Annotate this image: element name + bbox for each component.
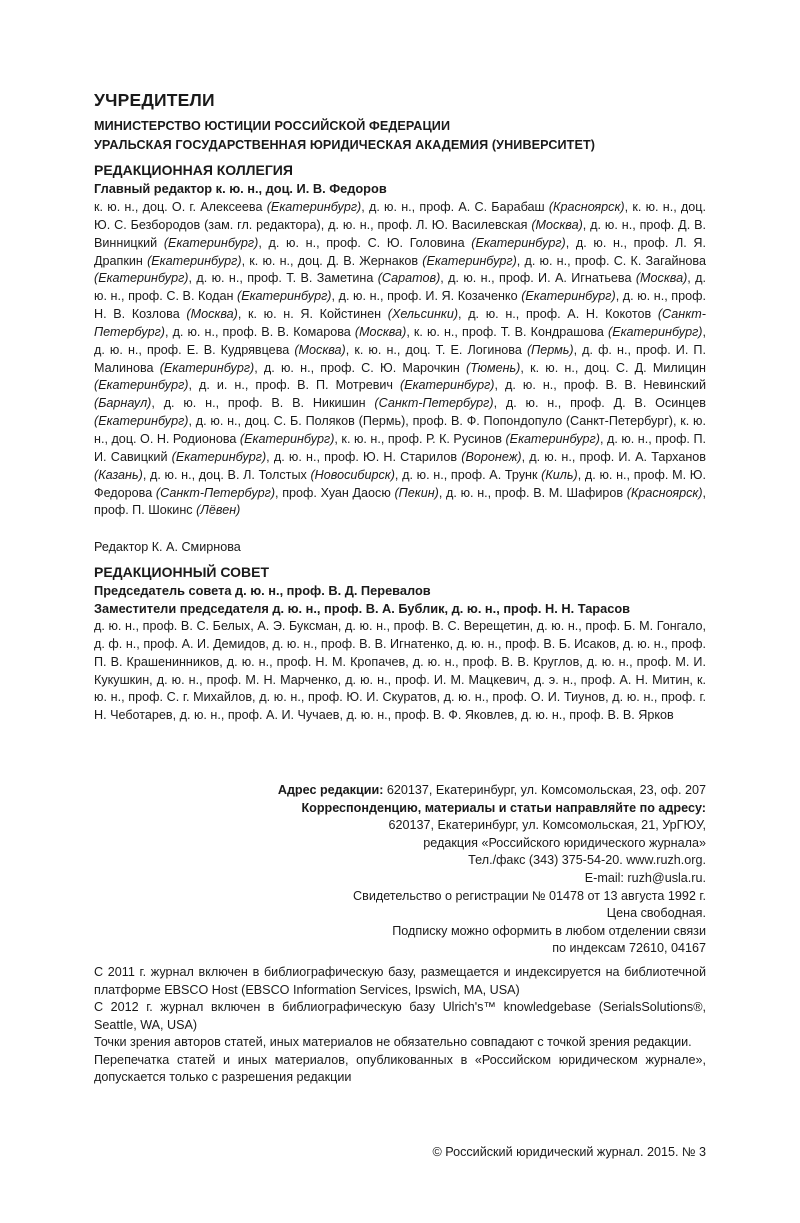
member-name: , д. ю. н., проф. Ю. Н. Старилов (266, 449, 462, 464)
member-name: , д. ю. н., проф. Н. В. Козлова (94, 289, 706, 322)
address-label: Адрес редакции: (277, 783, 384, 797)
member-city: (Москва) (294, 342, 346, 357)
member-name: , к. ю. н., проф. Т. В. Кондрашова (406, 324, 608, 339)
member-name: , д. ю. н., проф. И. Я. Козаченко (331, 289, 522, 304)
editor-line: Редактор К. А. Смирнова (94, 540, 241, 554)
member-name: , проф. Хуан Даосю (275, 485, 395, 500)
member-name: , д. ю. н., проф. А. С. Барабаш (361, 200, 549, 214)
journal-notes (94, 964, 706, 1087)
member-city: (Москва) (531, 217, 583, 232)
address-detail-line: 620137, Екатеринбург, ул. Комсомольская, 21, УрГЮУ, (388, 818, 706, 833)
member-city: (Екатеринбург) (521, 289, 616, 304)
member-name: , д. ф. н., проф. И. П. Малинова (94, 342, 706, 375)
member-name: , д. ю. н., доц. С. Б. Поляков (Пермь), проф. В. Ф. Попондопуло (Санкт-Петербург), к. ю. н., доц. О. Н. Родионова (94, 414, 706, 446)
member-name: , д. и. н., проф. В. П. Мотревич (188, 378, 401, 393)
member-name: , к. ю. н. Я. Койстинен (237, 307, 388, 322)
member-name: , д. ю. н., проф. Е. В. Кудрявцева (94, 324, 706, 357)
member-name: , д. ю. н., проф. Д. В. Винницкий (94, 217, 706, 250)
founders-heading: УЧРЕДИТЕЛИ (94, 90, 215, 110)
member-city: (Красноярск) (626, 485, 703, 500)
subscription-line: Подписку можно оформить в любом отделении связи (392, 923, 706, 938)
address-line (146, 782, 706, 800)
member-city: (Екатеринбург) (147, 253, 242, 268)
member-city: (Екатеринбург) (163, 235, 259, 250)
member-city: (Пермь) (526, 342, 574, 357)
member-name: , д. ю. н., доц. В. Л. Толстых (142, 467, 311, 482)
member-name: , к. ю. н., доц. С. Д. Милицин (520, 360, 706, 375)
member-name: , д. ю. н., проф. Л. Я. Драпкин (94, 235, 706, 268)
member-city: (Екатеринбург) (422, 253, 517, 268)
member-city: (Екатеринбург) (159, 360, 255, 375)
member-city: (Екатеринбург) (266, 200, 362, 214)
council-deputies: Заместители председателя д. ю. н., проф. В. А. Бублик, д. ю. н., проф. Н. Н. Тарасов (94, 601, 631, 616)
member-city: (Санкт-Петербург) (374, 396, 494, 411)
copyright-line: © Российский юридический журнал. 2015. № 3 (432, 1145, 706, 1159)
member-name: , д. ю. н., проф. П. И. Савицкий (94, 431, 706, 464)
member-city: (Екатеринбург) (171, 449, 267, 464)
address-value: 620137, Екатеринбург, ул. Комсомольская, 23, оф. 207 (383, 783, 706, 797)
editorial-address-block (146, 782, 706, 958)
member-city: (Москва) (354, 324, 407, 339)
editorial-board-members (94, 199, 706, 520)
member-name: , д. ю. н., проф. С. В. Кодан (94, 271, 706, 304)
email-line: E-mail: ruzh@usla.ru. (584, 870, 706, 885)
member-city: (Екатеринбург) (471, 235, 566, 250)
member-city: (Санкт-Петербург) (94, 307, 706, 339)
member-name: , д. ю. н., проф. Д. В. Осинцев (493, 396, 706, 411)
member-name: , д. ю. н., проф. С. К. Загайнова (516, 253, 706, 268)
member-name: , д. ю. н., проф. А. Трунк (394, 467, 542, 482)
price-line: Цена свободная. (606, 906, 706, 921)
registration-line: Свидетельство о регистрации № 01478 от 13 августа 1992 г. (353, 888, 706, 903)
member-city: (Красноярск) (548, 200, 625, 214)
member-city: (Новосибирск) (310, 467, 395, 482)
member-city: (Екатеринбург) (400, 378, 495, 393)
note-opinions: Точки зрения авторов статей, иных материалов не обязательно совпадают с точкой зрения редакции. (94, 1035, 692, 1049)
member-city: (Тюмень) (466, 360, 521, 375)
subscription-index-line: по индексам 72610, 04167 (552, 941, 706, 956)
note-reprint: Перепечатка статей и иных материалов, опубликованных в «Российском юридическом журнале», допускается только с разрешения редакции (94, 1052, 706, 1084)
member-city: (Москва) (635, 271, 688, 286)
member-name: , д. ю. н., проф. С. Ю. Головина (258, 235, 472, 250)
member-name: , д. ю. н., проф. В. В. Комарова (165, 324, 355, 339)
member-name: , к. ю. н., проф. Р. К. Русинов (334, 431, 506, 446)
member-name: , д. ю. н., проф. И. А. Игнатьева (440, 271, 636, 286)
member-name: , к. ю. н., доц. Д. В. Жернаков (241, 253, 423, 268)
member-name: , д. ю. н., проф. И. А. Тарханов (521, 449, 706, 464)
note-ulrichs: С 2012 г. журнал включен в библиографическую базу Ulrich's™ knowledgebase (SerialsSolutions®, Seattle, WA, USA) (94, 1000, 706, 1032)
member-city: (Лёвен) (196, 503, 241, 518)
member-city: (Екатеринбург) (239, 431, 335, 446)
member-name: , д. ю. н., проф. В. М. Шафиров (438, 485, 627, 500)
member-city: (Пекин) (394, 485, 439, 500)
member-city: (Санкт-Петербург) (155, 485, 276, 500)
founder-academy: УРАЛЬСКАЯ ГОСУДАРСТВЕННАЯ ЮРИДИЧЕСКАЯ АКАДЕМИЯ (УНИВЕРСИТЕТ) (94, 138, 596, 152)
member-city: (Барнаул) (94, 396, 152, 411)
note-ebsco: С 2011 г. журнал включен в библиографическую базу, размещается и индексируется на библиотечной платформе EBSCO Host (EBSCO Information Services, Ipswich, MA, USA) (94, 965, 706, 997)
member-city: (Москва) (186, 307, 238, 322)
editorial-council-heading: РЕДАКЦИОННЫЙ СОВЕТ (94, 564, 270, 580)
chief-editor: Главный редактор к. ю. н., доц. И. В. Федоров (94, 181, 387, 196)
member-name: , д. ю. н., проф. В. В. Невинский (494, 378, 706, 393)
editorial-board-heading: РЕДАКЦИОННАЯ КОЛЛЕГИЯ (94, 162, 293, 178)
correspondence-line: Корреспонденцию, материалы и статьи направляйте по адресу: (301, 800, 706, 815)
member-city: (Казань) (94, 467, 143, 482)
member-city: (Екатеринбург) (237, 289, 332, 304)
editorial-council-members: д. ю. н., проф. В. С. Белых, А. Э. Буксман, д. ю. н., проф. В. С. Верещетин, д. ю. н., проф. Б. М. Гонгало, д. ф. н., проф. А. И. Демидов, д. ю. н., проф. В. В. Игнатенко, д. ю. н., проф. В. Б. Исаков, д. ю. н., проф. П. В. Крашенинников, д. ю. н., проф. Н. М. Кропачев, д. ю. н., проф. В. В. Круглов, д. ю. н., проф. М. И. Кукушкин, д. ю. н., проф. М. Н. Марченко, д. ю. н., проф. И. М. Мацкевич, д. э. н., проф. А. Н. Митин, к. ю. н., проф. С. г. Михайлов, д. ю. н., проф. Ю. И. Скуратов, д. ю. н., проф. О. И. Тиунов, д. ю. н., проф. г. Н. Чеботарев, д. ю. н., проф. А. И. Чучаев, д. ю. н., проф. В. Ф. Яковлев, д. ю. н., проф. В. В. Ярков (94, 619, 706, 723)
member-name: , д. ю. н., проф. В. В. Никишин (151, 396, 375, 411)
member-city: (Саратов) (377, 271, 441, 286)
member-name: , проф. П. Шокинс (94, 485, 707, 518)
member-city: (Екатеринбург) (94, 378, 189, 393)
member-city: (Екатеринбург) (94, 414, 189, 429)
member-city: (Воронеж) (461, 449, 522, 464)
council-chair: Председатель совета д. ю. н., проф. В. Д. Перевалов (94, 583, 431, 598)
member-name: к. ю. н., доц. О. г. Алексеева (94, 200, 267, 214)
address-detail-line: редакция «Российского юридического журнала» (423, 835, 706, 850)
member-name: , д. ю. н., проф. С. Ю. Марочкин (254, 360, 467, 375)
member-name: , д. ю. н., проф. А. Н. Кокотов (458, 307, 658, 322)
member-name: , к. ю. н., доц. Т. Е. Логинова (345, 342, 527, 357)
member-city: (Екатеринбург) (505, 431, 600, 446)
member-name: , д. ю. н., проф. Т. В. Заметина (188, 271, 378, 286)
member-name: , к. ю. н., доц. Ю. С. Безбородов (зам. гл. редактора), д. ю. н., проф. Л. Ю. Василевская (94, 200, 706, 232)
founder-ministry: МИНИСТЕРСТВО ЮСТИЦИИ РОССИЙСКОЙ ФЕДЕРАЦИИ (94, 119, 451, 133)
member-city: (Екатеринбург) (608, 324, 703, 339)
member-name: , д. ю. н., проф. М. Ю. Федорова (94, 467, 706, 500)
phone-website-line: Тел./факс (343) 375-54-20. www.ruzh.org. (468, 853, 706, 868)
member-city: (Хельсинки) (387, 307, 459, 322)
member-city: (Екатеринбург) (94, 271, 189, 286)
member-city: (Киль) (541, 467, 578, 482)
